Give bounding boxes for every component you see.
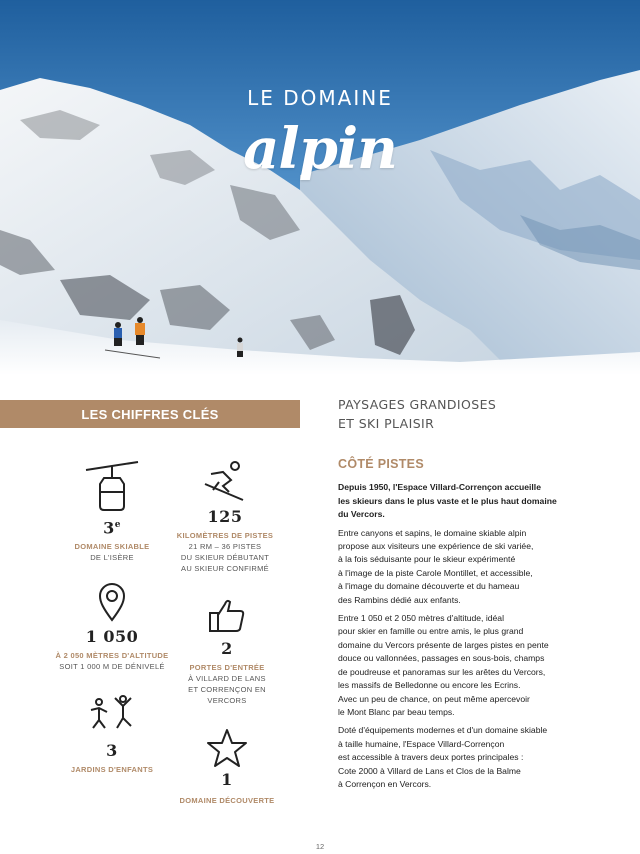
text-line: à la fois séduisante pour le skieur expérimenté [338,554,516,565]
hero-script-title: alpin [243,116,397,182]
stat-portes [175,596,279,706]
stat-portes-sub: VERCORS [207,696,247,705]
text-line: Entre canyons et sapins, le domaine skiable alpin [338,527,527,538]
text-line: les skieurs dans le plus vaste et le plus haut domaine [338,495,557,506]
location-pin-icon [97,582,127,622]
page-number: 12 [315,842,325,851]
stat-altitude-sub: SOIT 1 000 M DE DÉNIVELÉ [59,662,165,671]
article-lead [338,481,628,521]
star-icon [206,727,248,769]
text-line: de poudreuse et panoramas sur les arêtes du Vercors, [338,666,546,677]
stat-altitude-label: À 2 050 MÈTRES D'ALTITUDE [55,651,169,660]
subtitle-line: ET SKI PLAISIR [338,416,435,431]
stat-rank [62,460,162,563]
stat-jardins [62,694,162,775]
text-line: domaine du Vercors présente de larges pistes en pente [338,639,549,650]
text-line: le Mont Blanc par beau temps. [338,706,455,717]
stat-decouverte-label: DOMAINE DÉCOUVERTE [179,796,275,805]
stat-decouverte-value: 1 [221,770,233,789]
article-column [338,458,628,796]
text-line: du Vercors. [338,509,385,520]
section-subtitle [338,395,628,433]
text-line: Entre 1 050 et 2 050 mètres d'altitude, idéal [338,613,504,624]
stat-rank-sub: DE L'ISÈRE [90,553,134,563]
stat-jardins-value: 3 [106,741,118,760]
text-line: Avec un peu de chance, on peut même apercevoir [338,693,530,704]
article-paragraph [338,612,628,719]
text-line: pour skier en famille ou entre amis, le plus grand [338,626,524,637]
skier-icon [203,460,247,504]
text-line: à taille humaine, l'Espace Villard-Corrençon [338,738,505,749]
stat-km [170,460,280,574]
article-paragraph [338,527,628,607]
mountain-photo [0,0,640,375]
article-heading: CÔTÉ PISTES [338,457,424,471]
hero-title: LE DOMAINE [247,86,393,110]
children-playing-icon [87,694,137,734]
stat-altitude-value: 1 050 [85,627,139,646]
stat-km-label: KILOMÈTRES DE PISTES [176,531,274,540]
stat-portes-value: 2 [221,639,233,658]
text-line: les massifs de Belledonne ou encore les Ecrins. [338,680,521,691]
text-line: douce ou vallonnées, passages en sous-bois, champs [338,653,545,664]
stat-altitude [50,582,174,672]
stat-rank-label: DOMAINE SKIABLE [74,542,150,552]
text-line: propose aux visiteurs une expérience de ski variée, [338,541,534,552]
stat-portes-sub: À VILLARD DE LANS [188,674,266,683]
text-line: des Rambins dédié aux enfants. [338,594,461,605]
text-line: est accessible à travers deux portes principales : [338,752,524,763]
stat-km-sub: AU SKIEUR CONFIRMÉ [181,564,269,573]
text-line: à l'image de la piste Carole Montillet, et accessible, [338,567,533,578]
stat-km-sub: 21 RM – 36 PISTES [188,542,262,551]
text-line: à Corrençon en Vercors. [338,778,432,789]
text-line: à l'image du domaine découverte et du hameau [338,581,520,592]
stat-km-sub: DU SKIEUR DÉBUTANT [180,553,270,562]
key-figures-label: LES CHIFFRES CLÉS [81,406,219,422]
stat-decouverte [175,727,279,806]
subtitle-line: PAYSAGES GRANDIOSES [338,397,497,412]
stat-jardins-label: JARDINS D'ENFANTS [70,765,154,774]
thumbs-up-icon [207,596,247,636]
key-figures-band [0,400,300,428]
article-paragraph [338,724,628,791]
gondola-icon [82,460,142,512]
hero-photo [0,0,640,375]
text-line: Doté d'équipements modernes et d'un domaine skiable [338,725,548,736]
stat-portes-label: PORTES D'ENTRÉE [189,663,265,672]
stat-rank-value: 3 [103,518,115,538]
text-line: Depuis 1950, l'Espace Villard-Corrençon accueille [338,482,541,493]
stat-rank-sup: e [114,520,121,530]
stat-portes-sub: ET CORRENÇON EN [188,685,266,694]
text-line: Cote 2000 à Villard de Lans et Clos de la Balme [338,765,521,776]
stat-km-value: 125 [207,507,243,526]
